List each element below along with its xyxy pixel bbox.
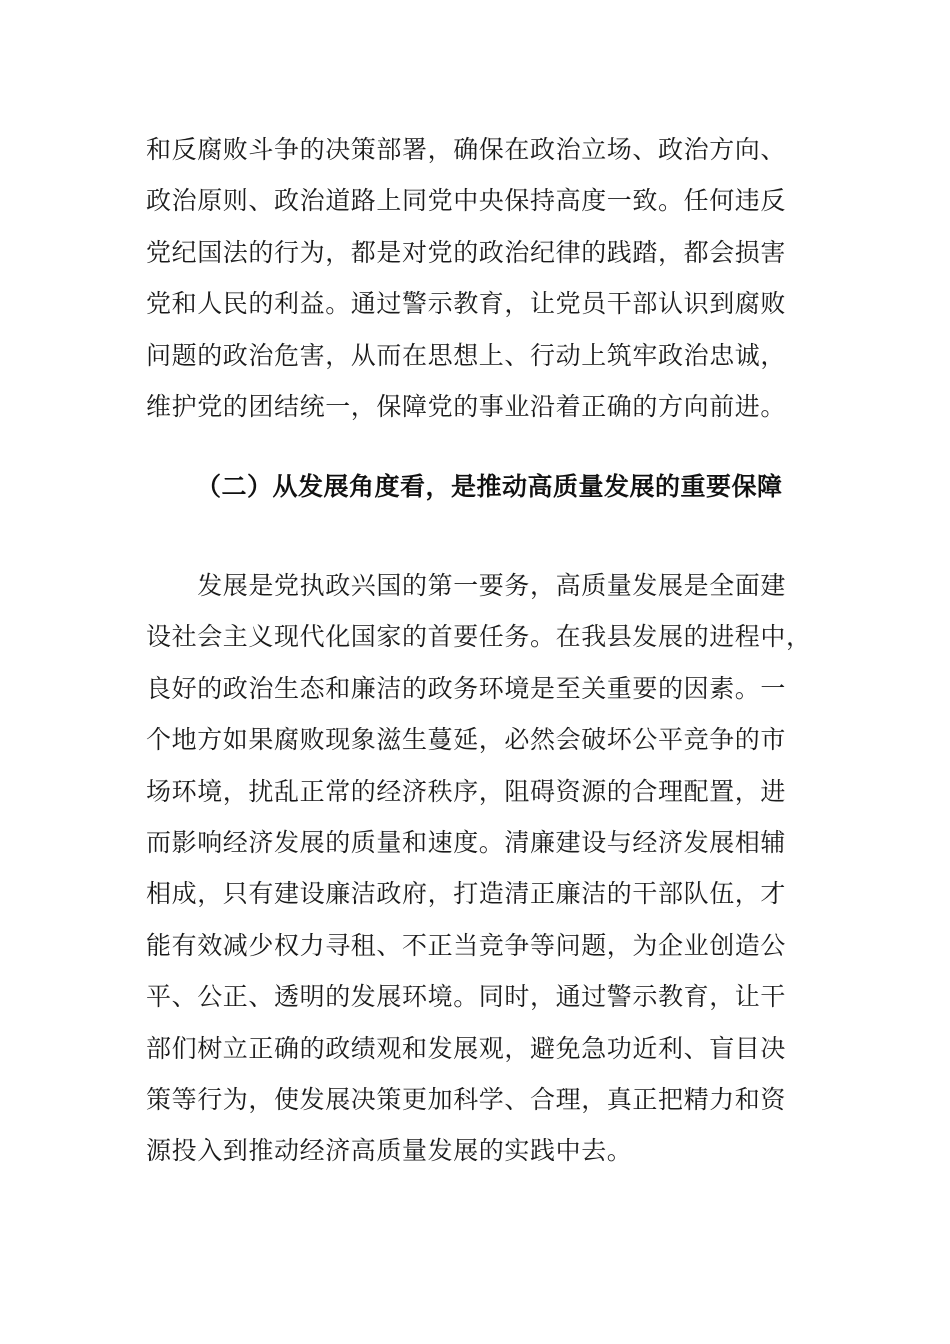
paragraph-line: 部们树立正确的政绩观和发展观，避免急功近利、盲目决 [146,1033,787,1063]
paragraph-line: 能有效减少权力寻租、不正当竞争等问题，为企业创造公 [146,930,787,960]
paragraph-line: 源投入到推动经济高质量发展的实践中去。 [146,1136,633,1166]
section-heading: （二）从发展角度看，是推动高质量发展的重要保障 [196,472,783,501]
paragraph-line: 政治原则、政治道路上同党中央保持高度一致。任何违反 [146,186,787,216]
paragraph-line: 和反腐败斗争的决策部署，确保在政治立场、政治方向、 [146,135,787,164]
paragraph-line: 维护党的团结统一，保障党的事业沿着正确的方向前进。 [146,391,787,421]
paragraph-2 [146,560,826,1177]
paragraph-line: 平、公正、透明的发展环境。同时，通过警示教育，让干 [146,982,787,1012]
paragraph-line: 发展是党执政兴国的第一要务，高质量发展是全面建 [146,571,787,600]
paragraph-line: 相成，只有建设廉洁政府，打造清正廉洁的干部队伍，才 [146,879,787,909]
paragraph-line: 策等行为，使发展决策更加科学、合理，真正把精力和资 [146,1084,787,1114]
paragraph-line: 场环境，扰乱正常的经济秩序，阻碍资源的合理配置，进 [146,776,787,806]
paragraph-line: 良好的政治生态和廉洁的政务环境是至关重要的因素。一 [146,673,787,703]
paragraph-line: 党纪国法的行为，都是对党的政治纪律的践踏，都会损害 [146,237,787,267]
paragraph-line: 而影响经济发展的质量和速度。清廉建设与经济发展相辅 [146,827,787,857]
paragraph-line: 党和人民的利益。通过警示教育，让党员干部认识到腐败 [146,289,787,319]
paragraph-1 [146,124,826,432]
paragraph-line: 个地方如果腐败现象滋生蔓延，必然会破坏公平竞争的市 [146,725,787,755]
paragraph-line: 问题的政治危害，从而在思想上、行动上筑牢政治忠诚， [146,340,787,370]
paragraph-line: 设社会主义现代化国家的首要任务。在我县发展的进程中， [146,622,812,652]
